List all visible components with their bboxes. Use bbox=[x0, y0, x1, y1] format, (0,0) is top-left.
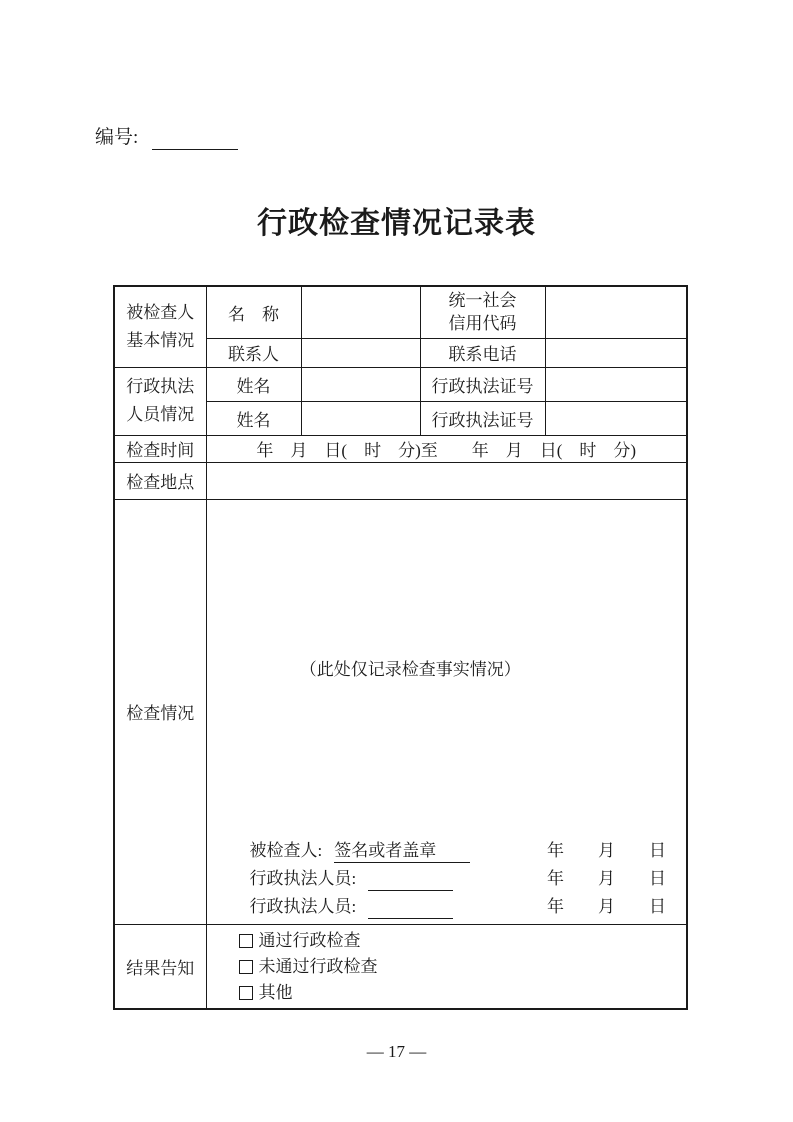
signatory-label: 被检查人: bbox=[249, 841, 323, 860]
officer1-name-value-cell[interactable] bbox=[301, 367, 420, 401]
section-label-line: 基本情况 bbox=[126, 330, 195, 350]
signature-line[interactable] bbox=[368, 890, 453, 891]
signatory-label: 行政执法人员: bbox=[249, 897, 357, 916]
result-option-label: 其他 bbox=[258, 982, 293, 1002]
officer2-name-label: 姓名 bbox=[206, 401, 301, 435]
section-label-line: 行政执法 bbox=[126, 377, 195, 396]
officer2-cert-label: 行政执法证号 bbox=[420, 401, 545, 435]
signature-date: 年 月 日 bbox=[547, 869, 666, 888]
table-row bbox=[114, 435, 687, 462]
contact-value-cell[interactable] bbox=[301, 338, 420, 367]
page-title: 行政检查情况记录表 bbox=[257, 207, 536, 240]
inspection-details-cell[interactable] bbox=[206, 499, 687, 924]
credit-code-label-line: 信用代码 bbox=[448, 314, 517, 334]
inspection-place-value-cell[interactable] bbox=[206, 462, 687, 499]
table-row bbox=[114, 499, 687, 924]
table-row bbox=[114, 462, 687, 499]
table-row bbox=[114, 367, 687, 401]
signature-row-officer-1 bbox=[250, 863, 667, 891]
result-option-pass bbox=[239, 928, 687, 954]
credit-code-value-cell[interactable] bbox=[545, 286, 687, 338]
result-option-label: 未通过行政检查 bbox=[258, 956, 378, 976]
page-number: — 17 — bbox=[366, 1042, 427, 1061]
name-value-cell[interactable] bbox=[301, 286, 420, 338]
result-option-fail bbox=[239, 954, 687, 980]
phone-label: 联系电话 bbox=[420, 338, 545, 367]
signature-line[interactable] bbox=[368, 918, 453, 919]
section-label-enforcement-officers bbox=[114, 367, 206, 435]
doc-number-blank-line[interactable] bbox=[152, 131, 238, 150]
signature-block bbox=[207, 835, 687, 922]
signature-row-inspected-party bbox=[250, 835, 667, 863]
result-notice-cell bbox=[206, 924, 687, 1009]
section-label-line: 被检查人 bbox=[126, 302, 195, 322]
credit-code-label bbox=[420, 286, 545, 338]
officer2-cert-value-cell[interactable] bbox=[545, 401, 687, 435]
officer1-name-label: 姓名 bbox=[206, 367, 301, 401]
section-label-inspected-party bbox=[114, 286, 206, 367]
inspection-details-label: 检查情况 bbox=[114, 499, 206, 924]
inspection-place-label: 检查地点 bbox=[114, 462, 206, 499]
section-label-line: 人员情况 bbox=[126, 405, 195, 424]
signature-date: 年 月 日 bbox=[547, 897, 666, 916]
result-options bbox=[207, 925, 687, 1008]
signature-line[interactable]: 签名或者盖章 bbox=[334, 839, 470, 863]
result-option-label: 通过行政检查 bbox=[258, 930, 361, 950]
table-row bbox=[114, 286, 687, 338]
signature-date: 年 月 日 bbox=[547, 841, 666, 860]
inspection-time-value-cell[interactable]: 年 月 日( 时 分)至 年 月 日( 时 分) bbox=[206, 435, 687, 462]
name-label: 名 称 bbox=[206, 286, 301, 338]
table-row bbox=[114, 924, 687, 1009]
checkbox-icon[interactable] bbox=[239, 986, 253, 1000]
contact-label: 联系人 bbox=[206, 338, 301, 367]
checkbox-icon[interactable] bbox=[239, 934, 253, 948]
details-hint-text: （此处仅记录检查事实情况） bbox=[299, 660, 521, 679]
result-notice-label: 结果告知 bbox=[114, 924, 206, 1009]
signatory-label: 行政执法人员: bbox=[249, 869, 357, 888]
doc-number-label: 编号: bbox=[95, 127, 139, 148]
signature-row-officer-2 bbox=[250, 891, 667, 919]
inspection-form-table bbox=[113, 285, 688, 1010]
credit-code-label-line: 统一社会 bbox=[448, 291, 517, 311]
doc-number bbox=[95, 126, 238, 150]
checkbox-icon[interactable] bbox=[239, 960, 253, 974]
inspection-details-area[interactable] bbox=[207, 501, 687, 922]
result-option-other bbox=[239, 980, 687, 1006]
phone-value-cell[interactable] bbox=[545, 338, 687, 367]
officer2-name-value-cell[interactable] bbox=[301, 401, 420, 435]
officer1-cert-label: 行政执法证号 bbox=[420, 367, 545, 401]
inspection-time-label: 检查时间 bbox=[114, 435, 206, 462]
officer1-cert-value-cell[interactable] bbox=[545, 367, 687, 401]
